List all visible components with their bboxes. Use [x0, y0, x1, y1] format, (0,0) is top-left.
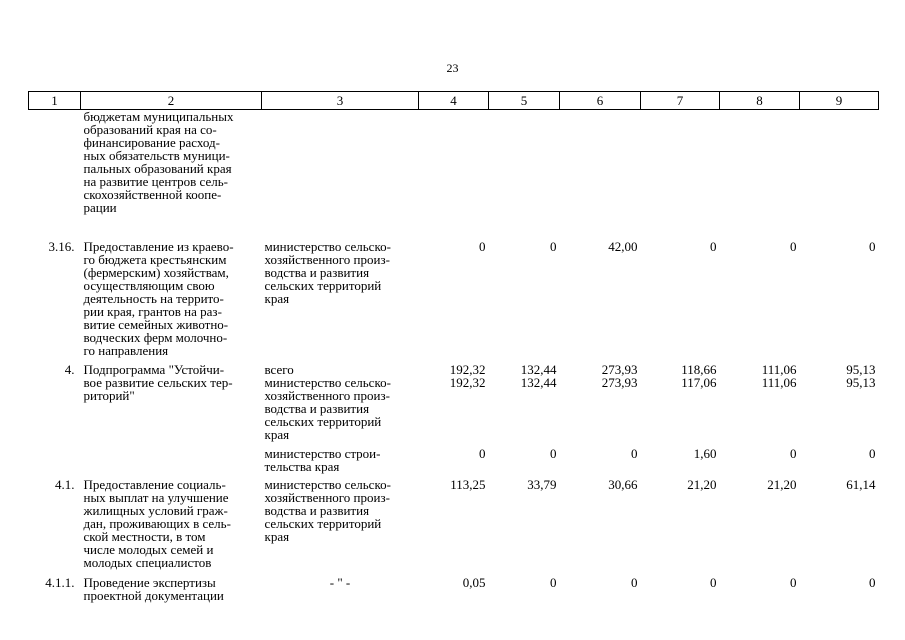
table-row	[29, 478, 879, 569]
row-spacer	[29, 214, 879, 240]
row-description: бюджетам муниципальных образований края на со- финансирование расход- ных обязательств муници- пальных образований края на развитие центров сель- скохозяйственной коопе- рации	[83, 109, 234, 215]
value-cell: 192,32	[449, 362, 486, 377]
value-cell: 61,14	[846, 477, 876, 492]
responsible-body: всего	[264, 362, 294, 377]
row-number: 4.1.1.	[45, 575, 75, 590]
column-header: 5	[489, 92, 560, 110]
value-cell: 21,20	[767, 477, 797, 492]
value-cell: 192,32	[449, 375, 486, 390]
row-description: Предоставление социаль- ных выплат на улучшение жилищных условий граж- дан, проживающих в сель- ской местности, в том числе молодых семей и молодых специалистов	[83, 477, 231, 570]
column-header: 8	[720, 92, 800, 110]
column-header: 3	[262, 92, 419, 110]
value-cell: 33,79	[527, 477, 557, 492]
value-cell: 111,06	[761, 375, 797, 390]
value-cell: 0	[631, 446, 638, 461]
value-cell: 0	[550, 575, 557, 590]
value-cell: 0	[790, 575, 797, 590]
value-cell: 0	[479, 446, 486, 461]
column-header: 1	[29, 92, 81, 110]
value-cell: 118,66	[681, 362, 717, 377]
value-cell: 42,00	[608, 239, 638, 254]
value-cell: 0,05	[462, 575, 486, 590]
value-cell: 0	[710, 575, 717, 590]
responsible-body: министерство сельско- хозяйственного произ- водства и развития сельских территорий края	[264, 239, 391, 306]
value-cell: 0	[550, 239, 557, 254]
value-cell: 0	[790, 239, 797, 254]
responsible-body: министерство строи- тельства края	[264, 446, 381, 474]
value-cell: 95,13	[846, 375, 876, 390]
value-cell: 0	[550, 446, 557, 461]
value-cell: 0	[869, 575, 876, 590]
row-number: 3.16.	[48, 239, 75, 254]
row-description: Предоставление из краево- го бюджета крестьянским (фермерским) хозяйствам, осуществляющим свою деятельность на террито- рии края, грантов на раз- витие семейных животно- водческих ферм молочно- го направления	[83, 239, 234, 358]
column-header: 6	[560, 92, 641, 110]
table-row	[29, 576, 879, 602]
value-cell: 273,93	[601, 362, 638, 377]
responsible-body: министерство сельско- хозяйственного произ- водства и развития сельских территорий края	[264, 477, 391, 544]
row-description: Подпрограмма "Устойчи- вое развитие сельских тер- риторий"	[83, 362, 233, 403]
value-cell: 0	[790, 446, 797, 461]
value-cell: 111,06	[761, 362, 797, 377]
value-cell: 117,06	[681, 375, 717, 390]
value-cell: 113,25	[450, 477, 486, 492]
row-number: 4.1.	[55, 477, 75, 492]
responsible-body: министерство сельско- хозяйственного произ- водства и развития сельских территорий края	[264, 375, 391, 442]
value-cell: 0	[869, 239, 876, 254]
column-header: 2	[81, 92, 262, 110]
column-header: 4	[419, 92, 489, 110]
value-cell: 0	[710, 239, 717, 254]
budget-table	[28, 91, 879, 602]
value-cell: 95,13	[846, 362, 876, 377]
responsible-body: - " -	[329, 575, 351, 590]
table-row	[29, 240, 879, 357]
value-cell: 273,93	[601, 375, 638, 390]
value-cell: 132,44	[520, 375, 557, 390]
value-cell: 0	[479, 239, 486, 254]
column-header: 9	[800, 92, 879, 110]
table-row	[29, 110, 879, 215]
column-number-header-row	[29, 92, 879, 110]
value-cell: 21,20	[687, 477, 717, 492]
value-cell: 0	[869, 446, 876, 461]
row-number: 4.	[64, 362, 75, 377]
row-number	[29, 110, 81, 215]
column-header: 7	[641, 92, 720, 110]
row-description: Проведение экспертизы проектной документации	[83, 575, 224, 603]
page-number: 23	[446, 61, 459, 75]
value-cell: 1,60	[693, 446, 717, 461]
value-cell: 0	[631, 575, 638, 590]
value-cell: 30,66	[608, 477, 638, 492]
value-cell: 132,44	[520, 362, 557, 377]
